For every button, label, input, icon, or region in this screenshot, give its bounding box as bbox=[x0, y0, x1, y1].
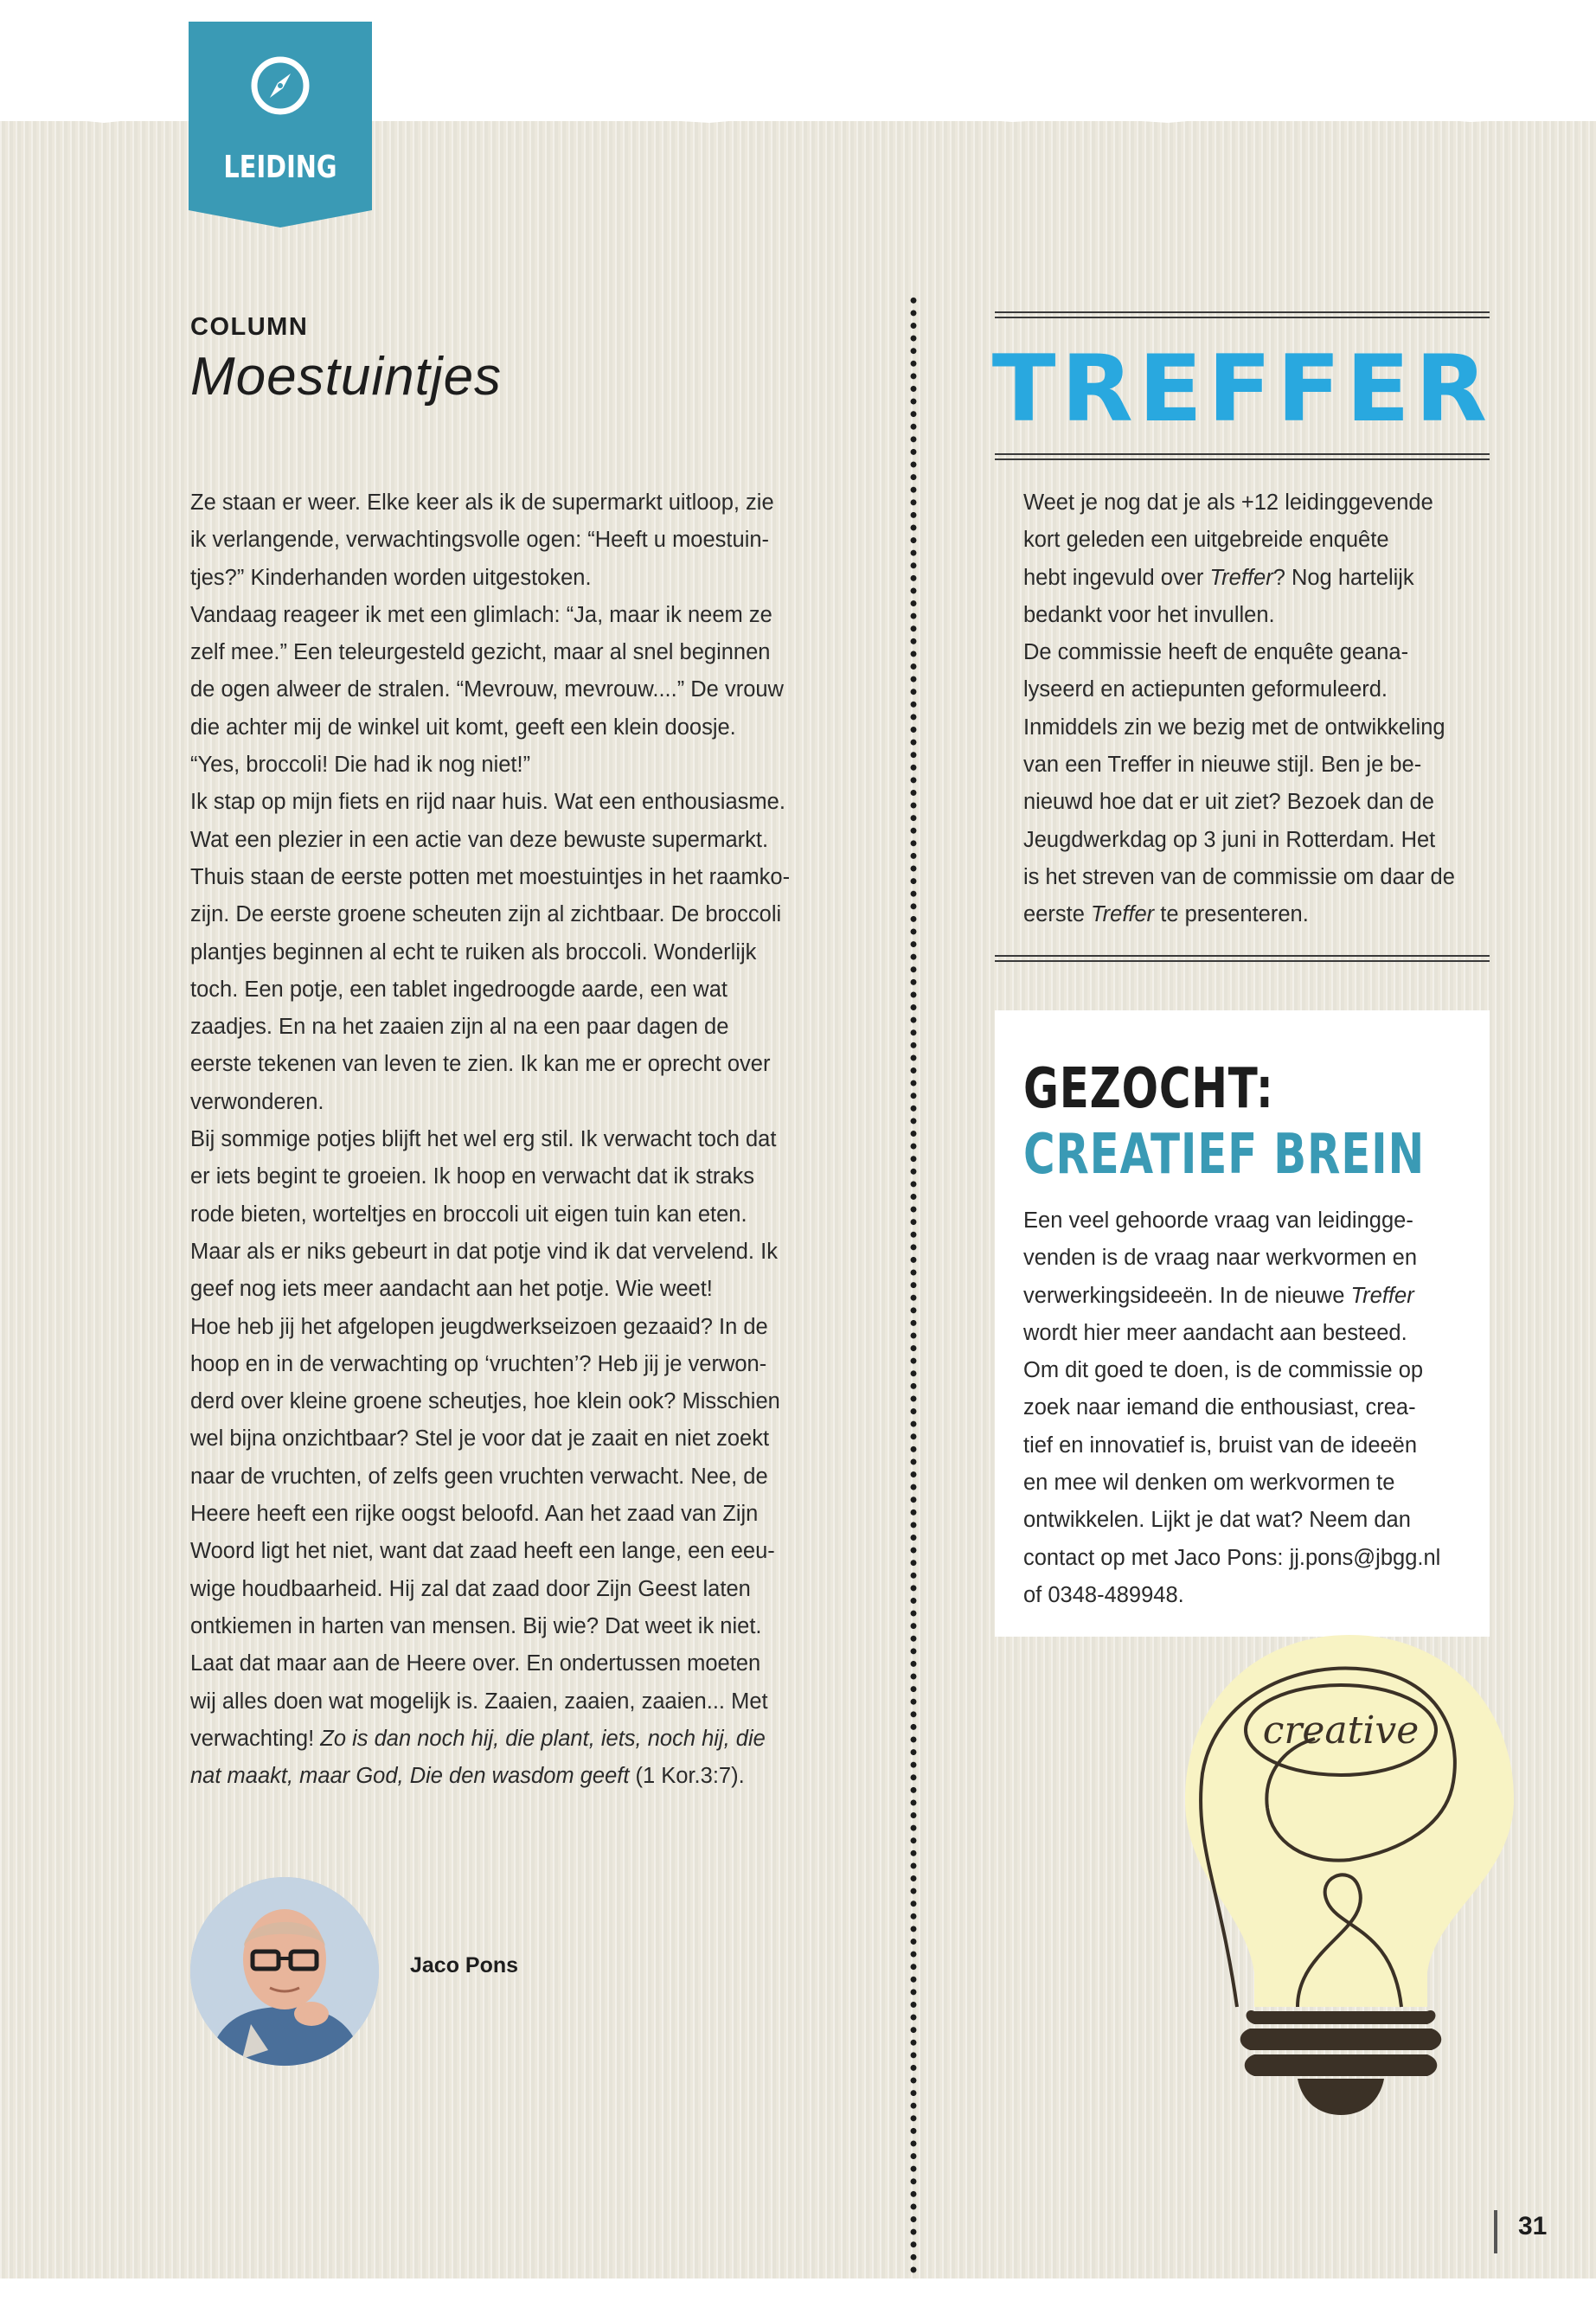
text-line: van een Treffer in nieuwe stijl. Ben je be- bbox=[1023, 753, 1422, 778]
text-line: Inmiddels zin we bezig met de ontwikkeling bbox=[1023, 715, 1445, 740]
text-line: verwonderen. bbox=[190, 1089, 324, 1114]
text-line: tief en innovatief is, bruist van de ideeën bbox=[1023, 1433, 1418, 1458]
text-line: Laat dat maar aan de Heere over. En ondertussen moeten bbox=[190, 1651, 761, 1676]
gezocht-heading: GEZOCHT: bbox=[1023, 1057, 1274, 1121]
text-line: wel bijna onzichtbaar? Stel je voor dat je zaait en niet zoekt bbox=[190, 1426, 770, 1452]
text-line: de ogen alweer de stralen. “Mevrouw, mevrouw....” De vrouw bbox=[190, 677, 784, 702]
text-line: Thuis staan de eerste potten met moestuintjes in het raamko- bbox=[190, 864, 791, 889]
treffer-body bbox=[1023, 484, 1473, 934]
compass-icon bbox=[249, 54, 311, 117]
page-bottom-band bbox=[0, 2279, 1596, 2301]
text-line: Ze staan er weer. Elke keer als ik de supermarkt uitloop, zie bbox=[190, 490, 774, 515]
text-line: verwerkingsideeën. In de nieuwe Treffer bbox=[1023, 1283, 1414, 1308]
section-label: LEIDING bbox=[223, 150, 337, 185]
text-line: Heere heeft een rijke oogst beloofd. Aan het zaad van Zijn bbox=[190, 1502, 759, 1527]
column-paragraph bbox=[190, 484, 835, 597]
text-line: ontwikkelen. Lijkt je dat wat? Neem dan bbox=[1023, 1508, 1411, 1533]
text-line: Woord ligt het niet, want dat zaad heeft een lange, een eeu- bbox=[190, 1539, 775, 1564]
text-line: plantjes beginnen al echt te ruiken als broccoli. Wonderlijk bbox=[190, 939, 757, 965]
column-kicker: COLUMN bbox=[190, 313, 309, 341]
author-name: Jaco Pons bbox=[410, 1953, 519, 1977]
creative-word: creative bbox=[1262, 1708, 1420, 1753]
treffer-rule-bottom bbox=[995, 955, 1490, 962]
text-line: Een veel gehoorde vraag van leidingge- bbox=[1023, 1208, 1413, 1233]
text-line: kort geleden een uitgebreide enquête bbox=[1023, 528, 1389, 553]
page-number: 31 bbox=[1518, 2212, 1548, 2240]
treffer-rule-top bbox=[995, 311, 1490, 318]
text-line: eerste tekenen van leven te zien. Ik kan me er oprecht over bbox=[190, 1052, 771, 1077]
text-line: venden is de vraag naar werkvormen en bbox=[1023, 1246, 1418, 1271]
text-line: wordt hier meer aandacht aan besteed. bbox=[1023, 1320, 1407, 1345]
text-line: is het streven van de commissie om daar de bbox=[1023, 864, 1455, 889]
text-line: bedankt voor het invullen. bbox=[1023, 602, 1275, 627]
dotted-divider bbox=[910, 294, 917, 2279]
text-line: “Yes, broccoli! Die had ik nog niet!” bbox=[190, 753, 531, 778]
text-line: zijn. De eerste groene scheuten zijn al zichtbaar. De broccoli bbox=[190, 902, 782, 927]
column-closing: verwachting! Zo is dan noch hij, die plant, iets, noch hij, die nat maakt, maar God, Die den wasdom geeft (1 Kor.3:7). bbox=[190, 1726, 766, 1789]
page-number-bar bbox=[1494, 2210, 1497, 2253]
text-line: zelf mee.” Een teleurgesteld gezicht, maar al snel beginnen bbox=[190, 640, 771, 665]
text-line: die achter mij de winkel uit komt, geeft een klein doosje. bbox=[190, 715, 736, 740]
column-paragraph bbox=[190, 1121, 835, 1308]
gezocht-body bbox=[1023, 1202, 1473, 1614]
text-line: geef nog iets meer aandacht aan het potje. Wie weet! bbox=[190, 1277, 713, 1302]
text-line: lyseerd en actiepunten geformuleerd. bbox=[1023, 677, 1388, 702]
text-line: Jeugdwerkdag op 3 juni in Rotterdam. Het bbox=[1023, 827, 1436, 852]
text-line: en mee wil denken om werkvormen te bbox=[1023, 1471, 1395, 1496]
text-line: Ik stap op mijn fiets en rijd naar huis. Wat een enthousiasme. bbox=[190, 790, 785, 815]
text-line: zoek naar iemand die enthousiast, crea- bbox=[1023, 1395, 1416, 1420]
text-line: of 0348-489948. bbox=[1023, 1582, 1184, 1607]
text-line: De commissie heeft de enquête geana- bbox=[1023, 640, 1409, 665]
text-line: zaadjes. En na het zaaien zijn al na een paar dagen de bbox=[190, 1015, 729, 1040]
text-line: hoop en in de verwachting op ‘vruchten’? Heb jij je verwon- bbox=[190, 1351, 767, 1376]
text-line: Bij sommige potjes blijft het wel erg stil. Ik verwacht toch dat bbox=[190, 1127, 777, 1152]
text-line: eerste Treffer te presenteren. bbox=[1023, 902, 1309, 927]
text-line: ik verlangende, verwachtingsvolle ogen: “Heeft u moestuin- bbox=[190, 528, 770, 553]
text-line: toch. Een potje, een tablet ingedroogde aarde, een wat bbox=[190, 977, 727, 1002]
text-line: wige houdbaarheid. Hij zal dat zaad door Zijn Geest laten bbox=[190, 1576, 751, 1601]
text-line: Maar als er niks gebeurt in dat potje vind ik dat vervelend. Ik bbox=[190, 1239, 778, 1264]
text-line: ontkiemen in harten van mensen. Bij wie? Dat weet ik niet. bbox=[190, 1613, 762, 1638]
lightbulb-illustration bbox=[1168, 1600, 1531, 2137]
text-line: hebt ingevuld over Treffer? Nog hartelijk bbox=[1023, 565, 1414, 590]
text-line: tjes?” Kinderhanden worden uitgestoken. bbox=[190, 565, 592, 590]
treffer-title: TREFFER bbox=[991, 336, 1493, 442]
author-photo bbox=[190, 1877, 379, 2066]
column-paragraph bbox=[190, 597, 835, 784]
column-body bbox=[190, 484, 835, 1795]
column-paragraph bbox=[190, 1309, 835, 1721]
column-title: Moestuintjes bbox=[190, 347, 503, 407]
column-paragraph bbox=[190, 784, 835, 1121]
text-line: derd over kleine groene scheutjes, hoe klein ook? Misschien bbox=[190, 1389, 780, 1414]
text-line: naar de vruchten, of zelfs geen vruchten verwacht. Nee, de bbox=[190, 1464, 768, 1489]
gezocht-subheading: CREATIEF BREIN bbox=[1023, 1123, 1426, 1187]
text-line: Hoe heb jij het afgelopen jeugdwerkseizoen gezaaid? In de bbox=[190, 1314, 768, 1339]
treffer-rule-middle bbox=[995, 453, 1490, 460]
section-badge bbox=[189, 22, 372, 228]
text-line: Wat een plezier in een actie van deze bewuste supermarkt. bbox=[190, 827, 769, 852]
text-line: wij alles doen wat mogelijk is. Zaaien, zaaien, zaaien... Met bbox=[190, 1689, 768, 1714]
text-line: nieuwd hoe dat er uit ziet? Bezoek dan de bbox=[1023, 790, 1434, 815]
text-line: Weet je nog dat je als +12 leidinggevende bbox=[1023, 490, 1433, 515]
text-line: Om dit goed te doen, is de commissie op bbox=[1023, 1358, 1424, 1383]
text-line: rode bieten, worteltjes en broccoli uit eigen tuin kan eten. bbox=[190, 1202, 747, 1227]
text-line: Vandaag reageer ik met een glimlach: “Ja, maar ik neem ze bbox=[190, 602, 772, 627]
text-line: contact op met Jaco Pons: jj.pons@jbgg.nl bbox=[1023, 1545, 1441, 1570]
text-line: er iets begint te groeien. Ik hoop en verwacht dat ik straks bbox=[190, 1164, 755, 1189]
